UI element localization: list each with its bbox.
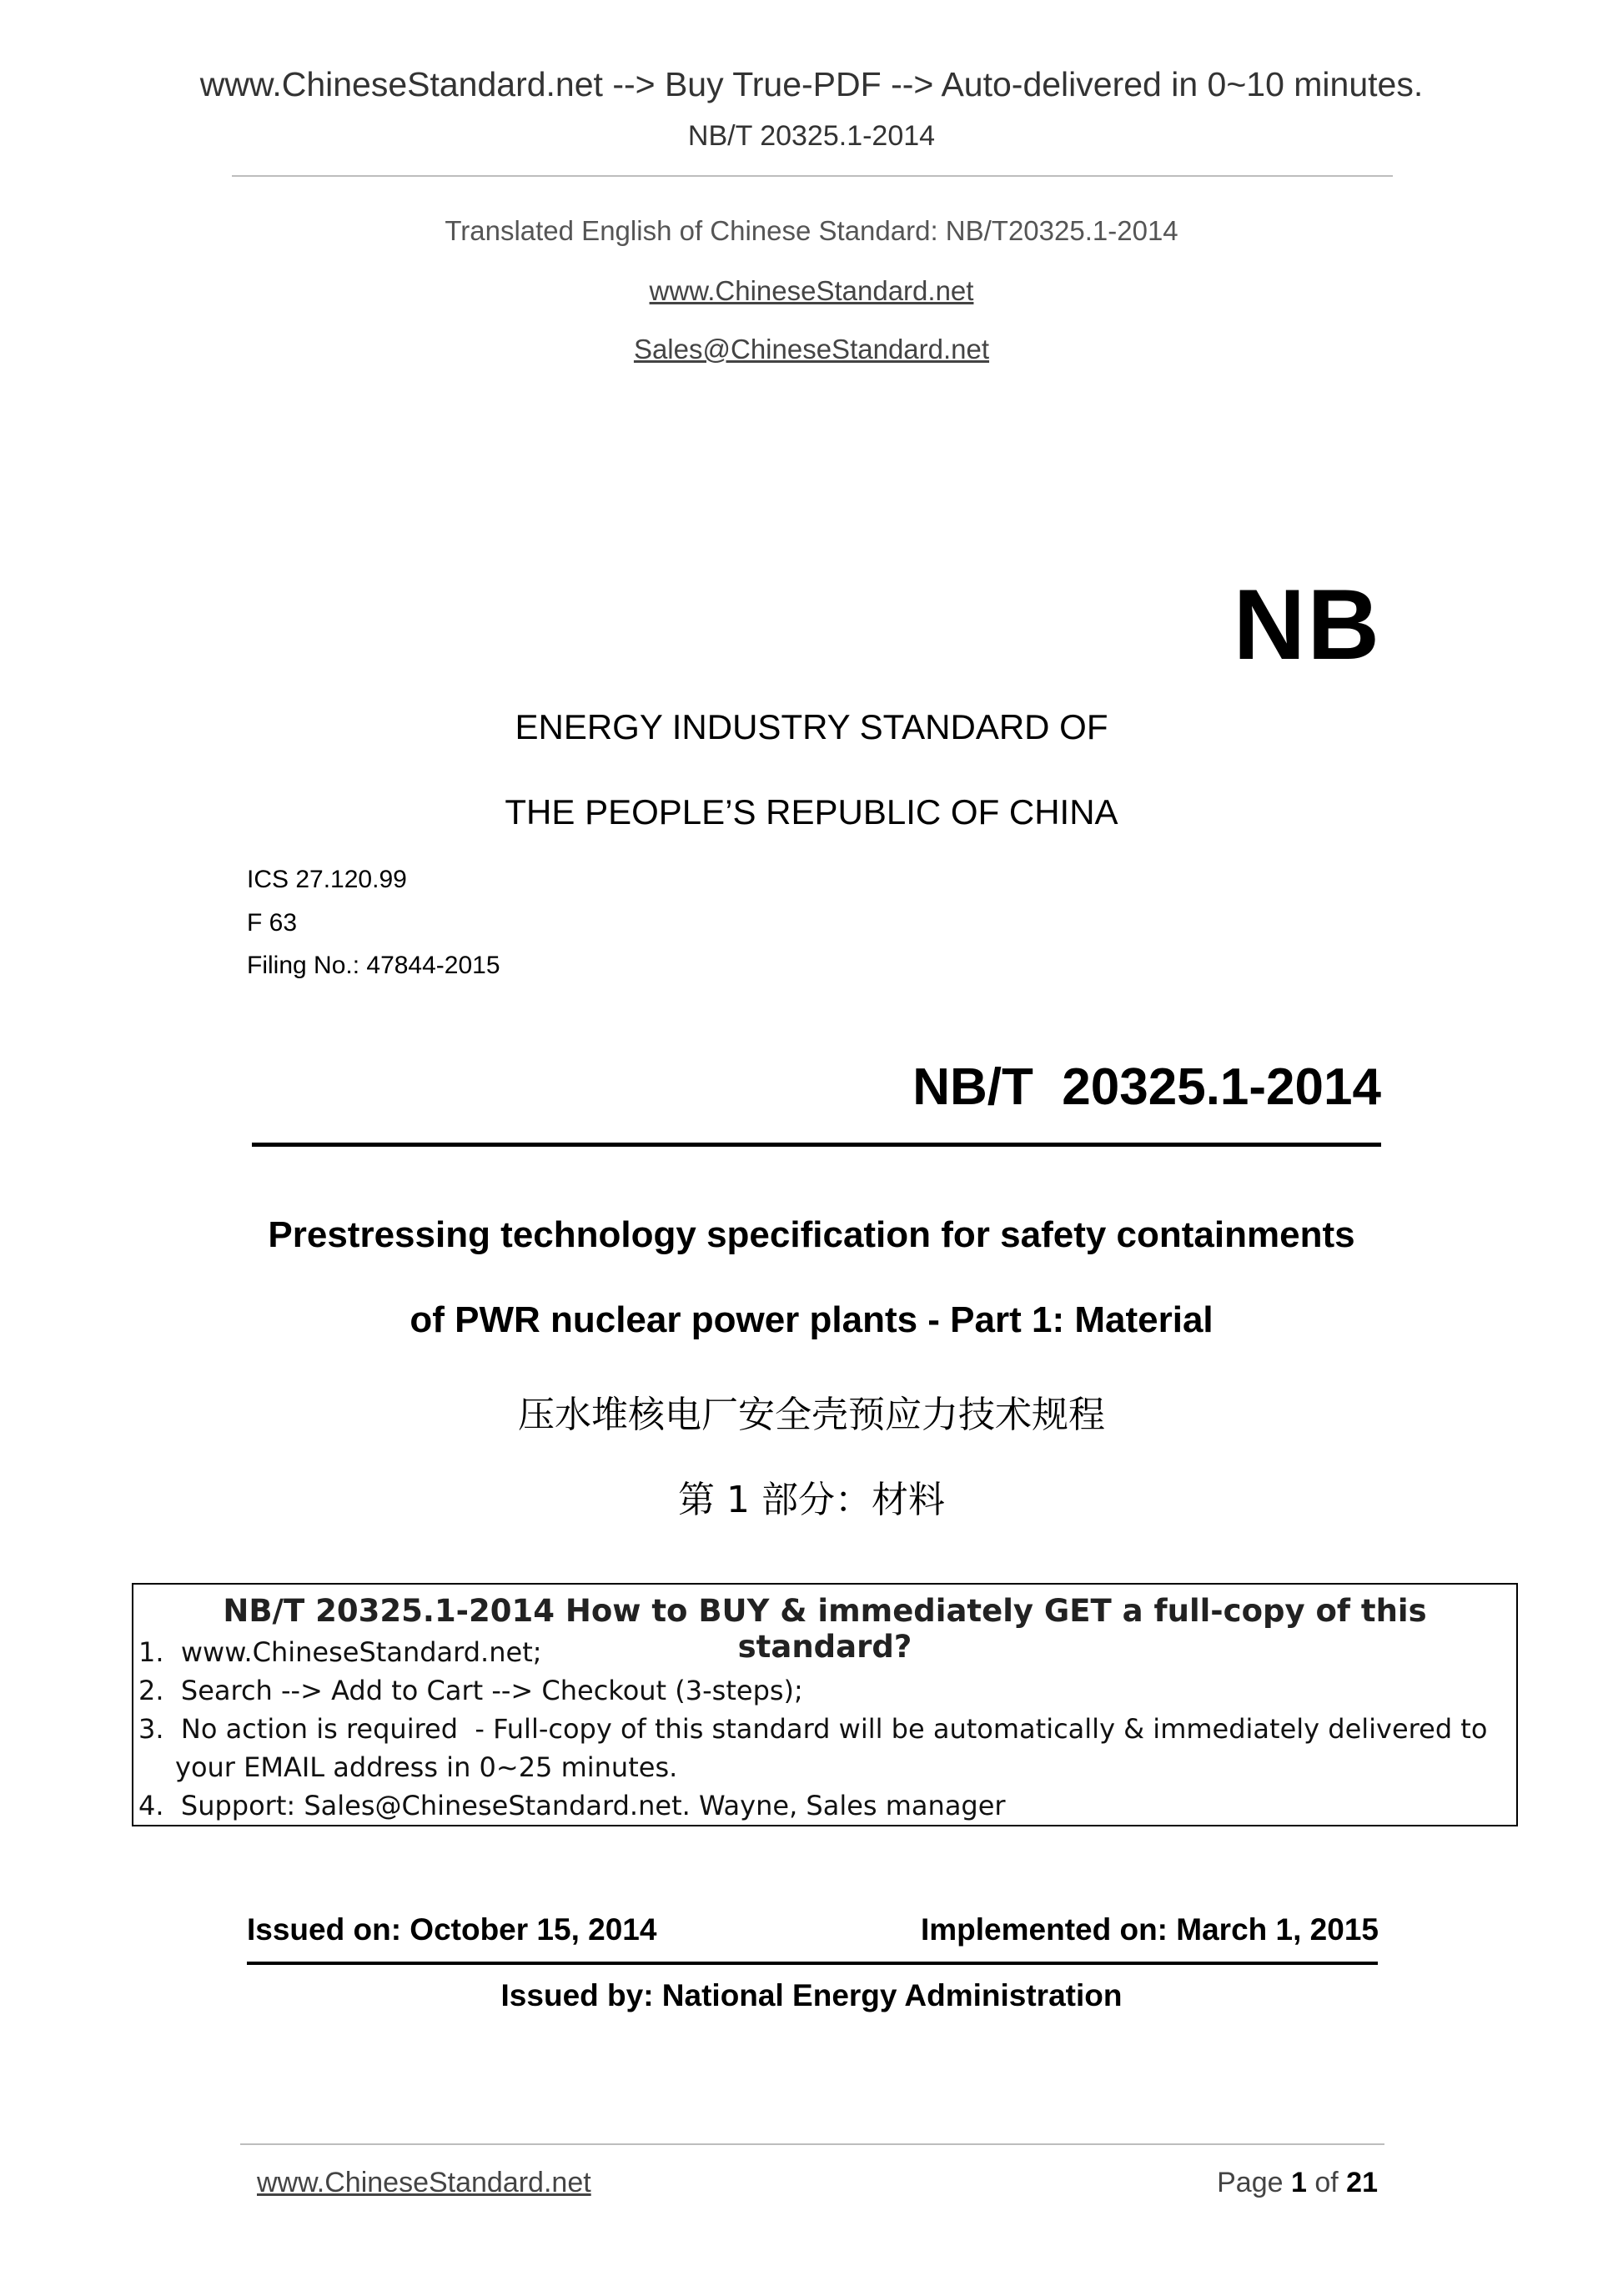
standard-heading-line1: ENERGY INDUSTRY STANDARD OF xyxy=(515,707,1108,746)
intro-site-link-row xyxy=(0,275,1623,307)
issued-on-date: Issued on: October 15, 2014 xyxy=(247,1912,657,1947)
intro-site-link[interactable]: www.ChineseStandard.net xyxy=(649,275,974,306)
footer-divider xyxy=(240,2143,1384,2145)
header-standard-code: NB/T 20325.1-2014 xyxy=(687,120,936,152)
buy-step-3: 3. No action is required - Full-copy of this standard will be automatically & immediately delivered to xyxy=(138,1713,1488,1745)
title-cn-line1: 压水堆核电厂安全壳预应力技术规程 xyxy=(518,1394,1105,1436)
classification-code: F 63 xyxy=(247,909,298,937)
buy-step-1[interactable]: 1. www.ChineseStandard.net; xyxy=(138,1636,542,1668)
standard-number: NB/T 20325.1-2014 xyxy=(912,1058,1381,1116)
filing-number: Filing No.: 47844-2015 xyxy=(247,952,500,979)
translated-note: Translated English of Chinese Standard: NB/T20325.1-2014 xyxy=(445,215,1178,246)
title-en-line2: of PWR nuclear power plants - Part 1: Material xyxy=(410,1299,1213,1340)
title-en-line1: Prestressing technology specification for safety containments xyxy=(268,1214,1355,1255)
footer-site-link[interactable]: www.ChineseStandard.net xyxy=(257,2167,591,2198)
intro-email-link[interactable]: Sales@ChineseStandard.net xyxy=(633,334,990,364)
buy-step-2: 2. Search --> Add to Cart --> Checkout (3-steps); xyxy=(138,1675,803,1706)
buy-step-3-continued: your EMAIL address in 0~25 minutes. xyxy=(175,1751,678,1783)
page-of-label: of xyxy=(1314,2167,1339,2198)
buy-box-title: NB/T 20325.1-2014 How to BUY & immediately GET a full-copy of this standard? xyxy=(223,1593,1427,1665)
buy-step-4: 4. Support: Sales@ChineseStandard.net. Wayne, Sales manager xyxy=(138,1790,1006,1821)
implemented-on-date: Implemented on: March 1, 2015 xyxy=(920,1912,1379,1947)
ics-code: ICS 27.120.99 xyxy=(247,866,407,893)
buy-instructions-box xyxy=(132,1583,1518,1826)
header-divider xyxy=(232,175,1393,177)
nb-logo: NB xyxy=(1233,569,1381,681)
standard-number-rule xyxy=(252,1143,1381,1147)
standard-heading-line2: THE PEOPLE’S REPUBLIC OF CHINA xyxy=(505,792,1118,831)
title-cn-line2: 第 1 部分：材料 xyxy=(678,1479,945,1521)
header-banner: www.ChineseStandard.net --> Buy True-PDF --> Auto-delivered in 0~10 minutes. xyxy=(199,65,1424,103)
page-number: 1 xyxy=(1290,2167,1307,2198)
issued-by: Issued by: National Energy Administration xyxy=(500,1978,1123,2012)
issue-divider xyxy=(247,1962,1378,1965)
page-label: Page xyxy=(1217,2167,1284,2198)
intro-email-link-row xyxy=(0,334,1623,365)
page-indicator xyxy=(1217,2167,1378,2199)
page-total: 21 xyxy=(1346,2167,1378,2198)
